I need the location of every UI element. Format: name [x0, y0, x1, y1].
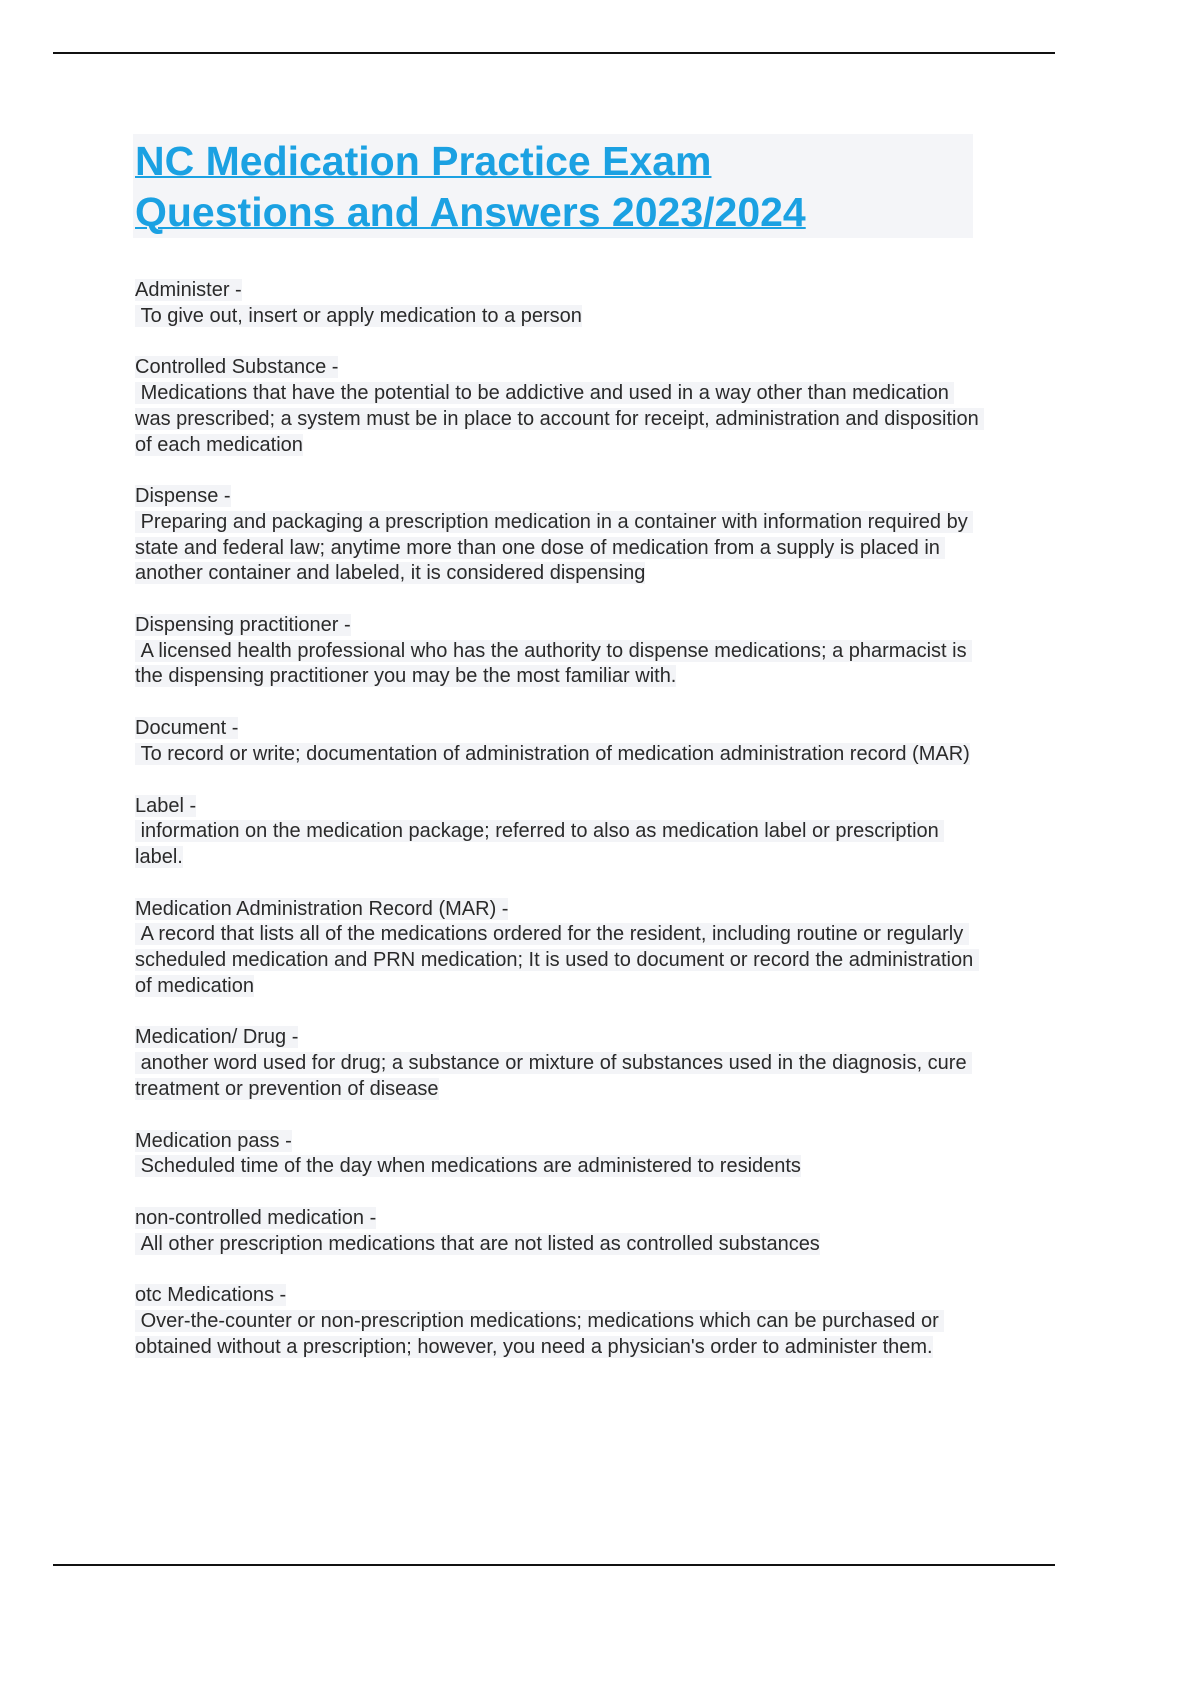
entry-definition: Scheduled time of the day when medications are administered to residents: [135, 1155, 801, 1178]
entry-definition: A record that lists all of the medications ordered for the resident, including routine or regularly scheduled medication and PRN medication; It is used to document or record the administration of medication: [135, 923, 979, 997]
glossary-entry: [135, 897, 985, 1000]
entry-term: Document -: [135, 717, 239, 740]
entry-definition: Over-the-counter or non-prescription medications; medications which can be purchased or obtained without a prescription; however, you need a physician's order to administer them.: [135, 1310, 945, 1358]
entry-term: Label -: [135, 794, 197, 817]
entry-definition: another word used for drug; a substance or mixture of substances used in the diagnosis, cure treatment or prevention of disease: [135, 1052, 973, 1100]
glossary-entry: [135, 1283, 985, 1360]
entry-definition: All other prescription medications that are not listed as controlled substances: [135, 1232, 820, 1255]
entry-term: Dispensing practitioner -: [135, 614, 351, 637]
entry-term: Dispense -: [135, 485, 231, 508]
title-link-line2[interactable]: Questions and Answers 2023/2024: [135, 189, 806, 235]
entry-term: Medication/ Drug -: [135, 1026, 299, 1049]
glossary-entry: [135, 1129, 985, 1180]
entry-definition: Medications that have the potential to be addictive and used in a way other than medication was prescribed; a system must be in place to account for receipt, administration and disposition of each medication: [135, 382, 985, 456]
glossary-entry: [135, 794, 985, 871]
entry-definition: To give out, insert or apply medication to a person: [135, 304, 582, 327]
footer-rule: [53, 1564, 1055, 1566]
header-rule: [53, 52, 1055, 54]
entry-term: non-controlled medication -: [135, 1206, 377, 1229]
glossary-list: [135, 278, 985, 1387]
entry-term: otc Medications -: [135, 1284, 287, 1307]
glossary-entry: [135, 484, 985, 587]
entry-term: Medication Administration Record (MAR) -: [135, 897, 509, 920]
entry-term: Administer -: [135, 279, 242, 301]
entry-term: Controlled Substance -: [135, 356, 339, 379]
glossary-entry: [135, 278, 985, 329]
glossary-entry: [135, 1025, 985, 1102]
entry-definition: To record or write; documentation of administration of medication administration record (MAR): [135, 742, 970, 765]
glossary-entry: [135, 1206, 985, 1257]
glossary-entry: [135, 716, 985, 767]
title-link-line1[interactable]: NC Medication Practice Exam: [135, 138, 712, 184]
entry-definition: A licensed health professional who has the authority to dispense medications; a pharmacist is the dispensing practitioner you may be the most familiar with.: [135, 639, 973, 688]
entry-definition: information on the medication package; referred to also as medication label or prescription label.: [135, 820, 945, 868]
document-title: [135, 136, 806, 238]
entry-definition: Preparing and packaging a prescription medication in a container with information required by state and federal law; anytime more than one dose of medication from a supply is placed in another container and labeled, it is considered dispensing: [135, 510, 974, 585]
glossary-entry: [135, 613, 985, 690]
entry-term: Medication pass -: [135, 1129, 292, 1152]
glossary-entry: [135, 355, 985, 458]
